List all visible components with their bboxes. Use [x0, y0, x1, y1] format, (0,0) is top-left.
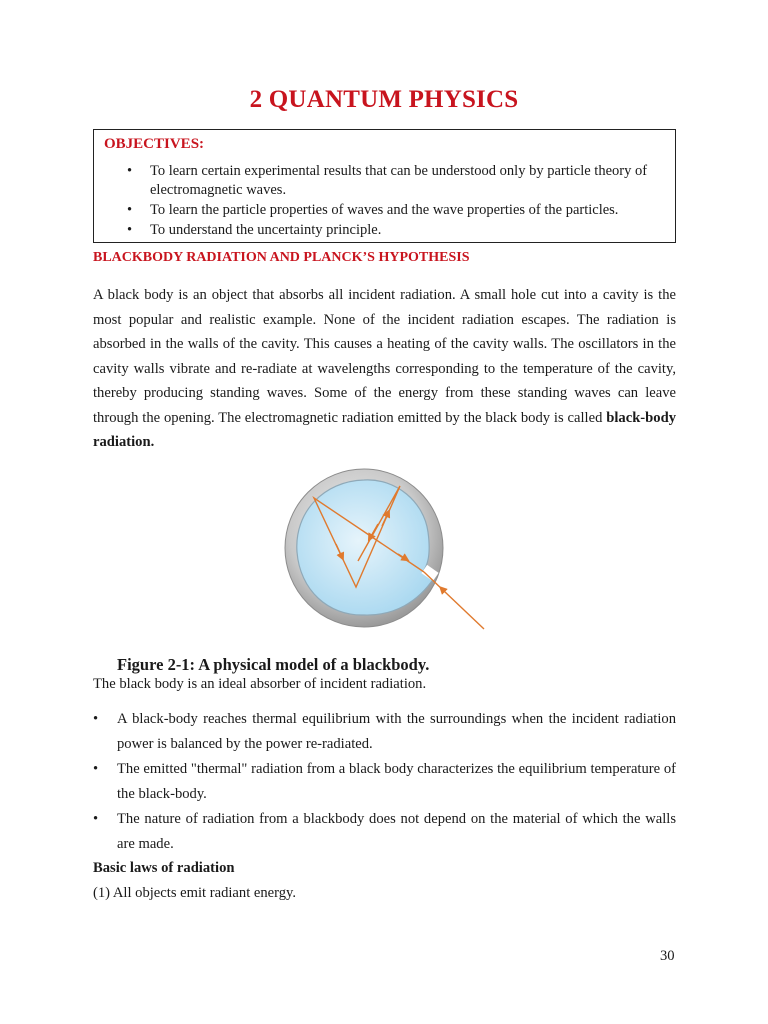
section-heading: BLACKBODY RADIATION AND PLANCK’S HYPOTHESIS [93, 250, 470, 265]
figure-caption: Figure 2-1: A physical model of a blackbody. [117, 655, 430, 674]
objective-text: To learn certain experimental results that can be understood only by particle theory of electromagnetic waves. [150, 163, 648, 198]
list-item-text: The nature of radiation from a blackbody does not depend on the material of which the walls are made. [117, 811, 676, 852]
objective-item [94, 221, 675, 240]
list-item [93, 757, 676, 807]
property-list [93, 707, 676, 857]
bullet-icon: • [127, 222, 133, 238]
list-item-text: A black-body reaches thermal equilibrium with the surroundings when the incident radiation power is balanced by the power re-radiated. [117, 711, 676, 752]
law-item: (1) All objects emit radiant energy. [93, 885, 297, 901]
body-paragraph [93, 283, 676, 455]
page-number: 30 [660, 948, 675, 964]
list-item [93, 807, 676, 857]
list-item-text: The emitted "thermal" radiation from a black body characterizes the equilibrium temperature of the black-body. [117, 761, 676, 802]
blackbody-cavity-illustration [278, 466, 500, 636]
bullet-icon: • [93, 811, 99, 827]
objectives-list [94, 162, 675, 241]
chapter-title: 2 QUANTUM PHYSICS [249, 86, 519, 113]
objective-item [94, 162, 675, 200]
laws-heading: Basic laws of radiation [93, 860, 235, 876]
bold-term: black-body radiation. [93, 409, 676, 450]
objective-text: To understand the uncertainty principle. [150, 222, 382, 238]
objectives-heading: OBJECTIVES: [104, 136, 205, 152]
paragraph-text: A black body is an object that absorbs all incident radiation. A small hole cut into a cavity is the most popular and realistic example. None of the incident radiation escapes. The radiation is absorbed in the walls of the cavity. This causes a heating of the cavity walls. The oscillators in the cavity walls vibrate and re-radiate at wavelengths corresponding to the temperature of the cavity, thereby producing standing waves. Some of the energy from these standing waves can leave through the opening. The electromagnetic radiation emitted by the black body is called [93, 287, 676, 426]
objective-item [94, 201, 675, 220]
figure-subcaption: The black body is an ideal absorber of incident radiation. [93, 676, 427, 692]
blackbody-figure [278, 466, 500, 636]
bullet-icon: • [93, 711, 99, 727]
bullet-icon: • [93, 761, 99, 777]
incident-ray [424, 572, 484, 629]
incident-arrowhead [442, 589, 444, 591]
bullet-icon: • [127, 163, 133, 179]
bullet-icon: • [127, 202, 133, 218]
list-item [93, 707, 676, 757]
objective-text: To learn the particle properties of waves and the wave properties of the particles. [150, 202, 619, 218]
objectives-box [93, 129, 676, 243]
